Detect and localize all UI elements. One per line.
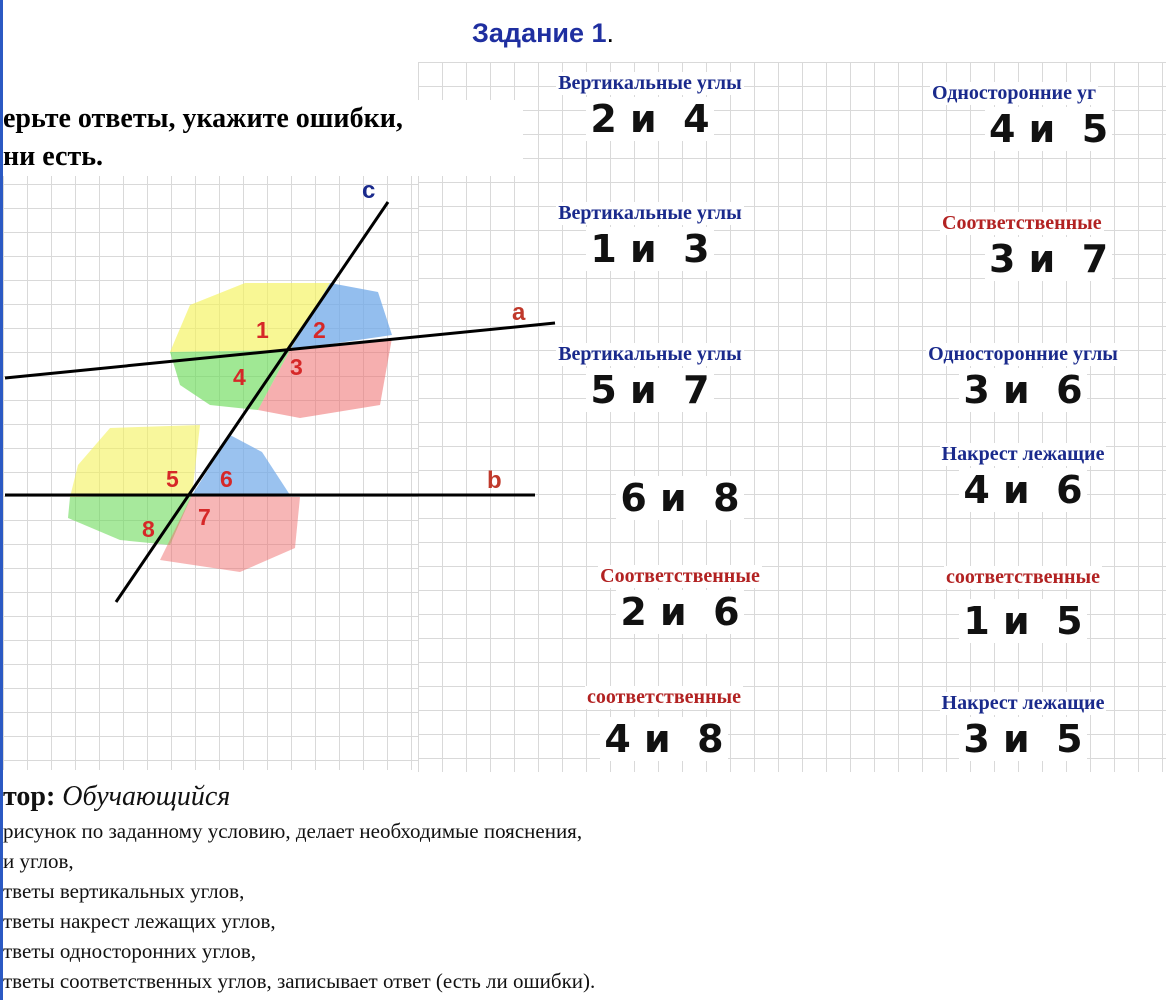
- line-c-label: c: [362, 177, 376, 204]
- angle-region-5: [70, 425, 200, 497]
- author-value: Обучающийся: [62, 781, 231, 812]
- answer-right-1: [930, 82, 1166, 151]
- angle-label-4: 4: [233, 364, 246, 390]
- answer-pair: 2 и 4: [586, 97, 713, 141]
- answer-label: Вертикальные углы: [558, 343, 742, 365]
- task-instruction: [3, 100, 523, 176]
- answer-label: Вертикальные углы: [558, 202, 742, 224]
- answer-pair: 5 и 7: [586, 368, 713, 412]
- answer-right-5: [880, 566, 1166, 643]
- author-description: [3, 778, 1163, 996]
- answer-label: Односторонние уг: [932, 82, 1097, 104]
- angle-label-8: 8: [142, 516, 155, 542]
- angle-label-2: 2: [313, 317, 326, 343]
- answer-label: Накрест лежащие: [941, 692, 1105, 714]
- angle-label-6: 6: [220, 466, 233, 492]
- answer-label: Соответственные: [600, 565, 760, 587]
- angle-region-6: [192, 435, 290, 495]
- description-line: тветы односторонних углов,: [3, 939, 257, 963]
- angle-label-7: 7: [198, 504, 211, 530]
- answer-label: Накрест лежащие: [941, 443, 1105, 465]
- title-text: Задание 1: [472, 18, 607, 48]
- answer-pair: 4 и 5: [985, 107, 1112, 151]
- answer-label: соответственные: [586, 686, 742, 708]
- author-label: тор:: [3, 781, 56, 812]
- answer-label: Соответственные: [942, 212, 1102, 234]
- title-dot: .: [606, 18, 615, 48]
- answer-pair: 6 и 8: [616, 476, 743, 520]
- answer-label: соответственные: [945, 566, 1101, 588]
- answer-left-6: [514, 686, 814, 761]
- angle-label-5: 5: [166, 466, 179, 492]
- description-line: и углов,: [3, 849, 74, 873]
- answer-pair: 4 и 6: [959, 468, 1086, 512]
- answer-pair: 4 и 8: [600, 717, 727, 761]
- answer-pair: 1 и 5: [959, 599, 1086, 643]
- task-line-2: ни есть.: [3, 138, 107, 176]
- answer-pair: 3 и 7: [985, 237, 1112, 281]
- line-a-label: a: [512, 299, 526, 326]
- description-line: тветы соответственных углов, записывает ответ (есть ли ошибки).: [3, 969, 596, 993]
- answer-label: Вертикальные углы: [558, 72, 742, 94]
- answer-right-4: [880, 443, 1166, 512]
- description-line: рисунок по заданному условию, делает необходимые пояснения,: [3, 819, 583, 843]
- author-line: [3, 778, 1163, 816]
- answer-right-2: [940, 212, 1166, 281]
- answer-left-2: [500, 202, 800, 271]
- answer-label: Односторонние углы: [928, 343, 1118, 365]
- task-line-1: ерьте ответы, укажите ошибки,: [3, 100, 407, 138]
- answer-right-3: [880, 343, 1166, 412]
- angle-label-3: 3: [290, 354, 303, 380]
- answer-pair: 3 и 6: [959, 368, 1086, 412]
- description-line: тветы вертикальных углов,: [3, 879, 245, 903]
- answer-right-6: [880, 692, 1166, 761]
- angle-label-1: 1: [256, 317, 269, 343]
- answer-pair: 3 и 5: [959, 717, 1086, 761]
- answer-left-3: [500, 343, 800, 412]
- line-b-label: b: [487, 467, 502, 494]
- answer-pair: 2 и 6: [616, 590, 743, 634]
- answer-left-1: [500, 72, 800, 141]
- page-title: [472, 18, 614, 49]
- geometry-figure: [0, 170, 560, 610]
- answer-left-5: [530, 565, 830, 634]
- answer-left-4: [530, 474, 830, 520]
- answer-pair: 1 и 3: [586, 227, 713, 271]
- description-line: тветы накрест лежащих углов,: [3, 909, 276, 933]
